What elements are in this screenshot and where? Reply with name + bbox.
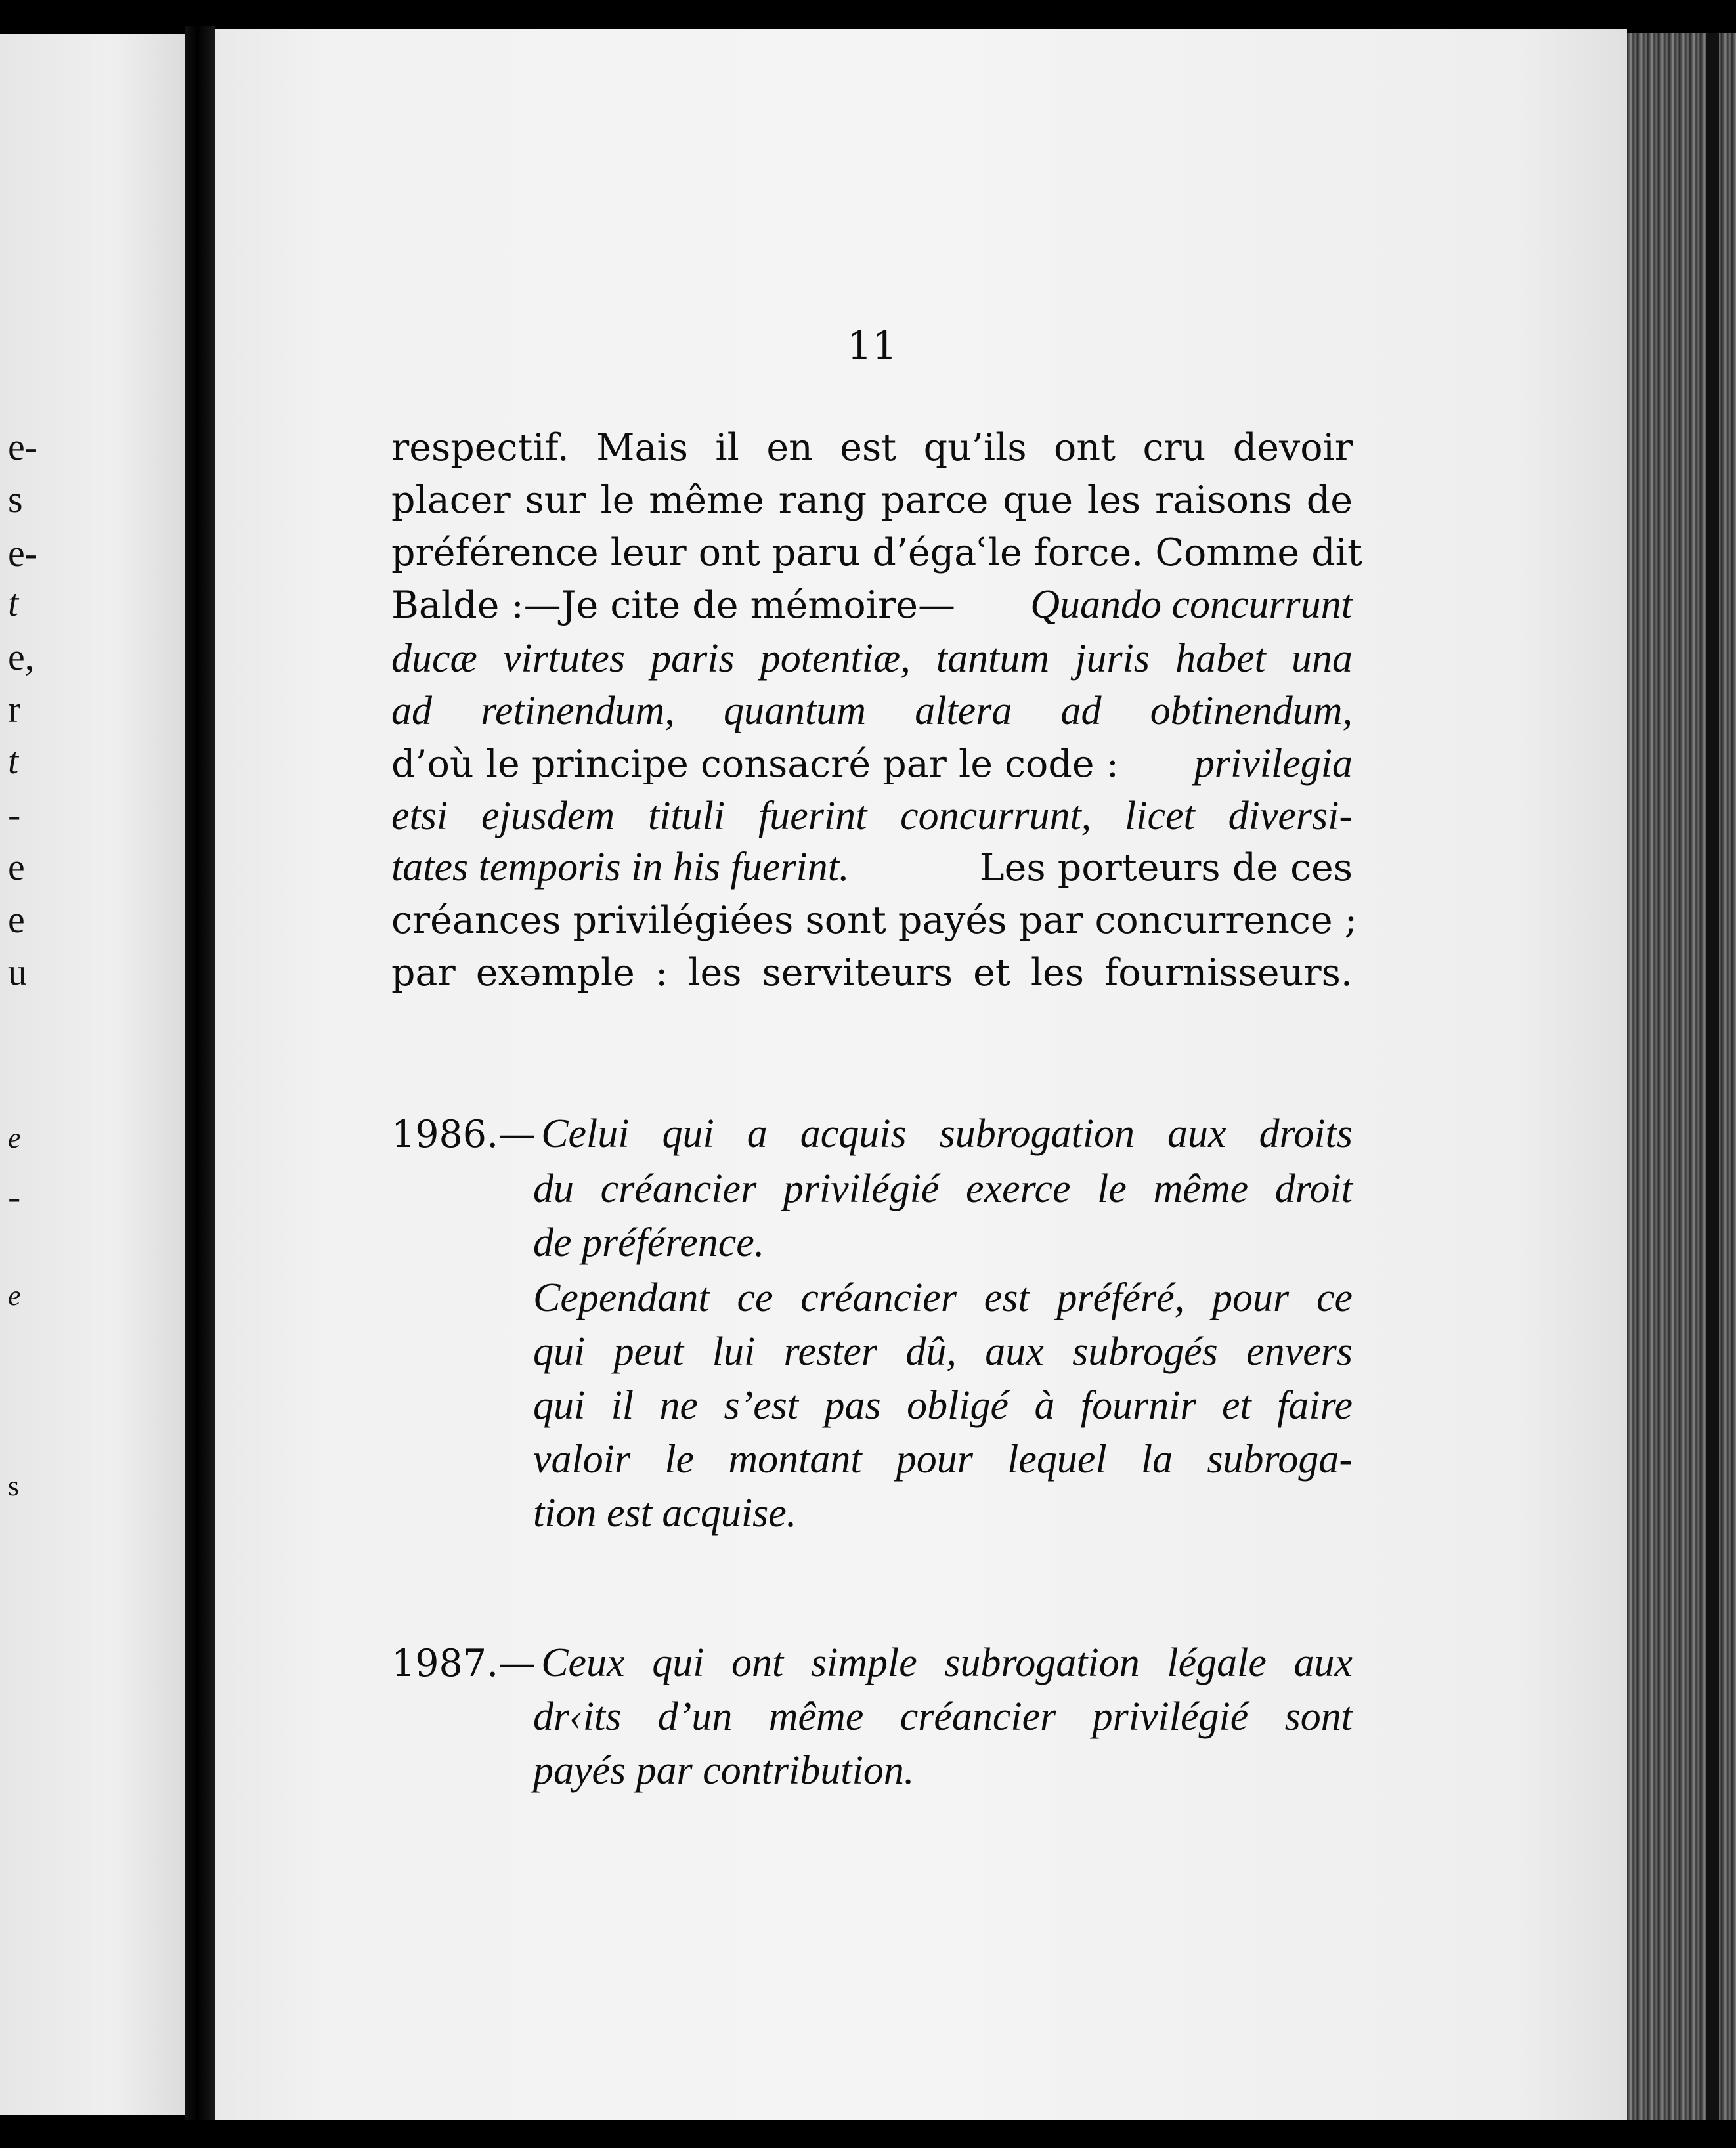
commentary-text: d’où le principe consacré par le code :	[391, 742, 1119, 786]
commentary-line	[391, 741, 1353, 786]
page-edges	[1627, 33, 1736, 2120]
left-page-fragment: s	[8, 1470, 20, 1502]
left-page-fragment: u	[8, 951, 27, 993]
article-1987-line: dr‹its d’un même créancier privilégié sont	[533, 1694, 1353, 1739]
article-1986-line: Cependant ce créancier est préféré, pour ce	[533, 1276, 1353, 1320]
page-number: 11	[847, 323, 898, 369]
commentary-line	[391, 582, 1353, 627]
article-number: 1986.—	[391, 1113, 536, 1156]
left-page-fragment: e-	[8, 532, 38, 574]
article-1986-line: tion est acquise.	[533, 1491, 797, 1536]
left-page-fragment: e	[8, 1122, 21, 1154]
article-1986-line: de préférence.	[533, 1220, 765, 1265]
book-gutter	[185, 26, 215, 2120]
left-page-fragment: s	[8, 478, 23, 521]
article-1987-heading	[391, 1641, 1353, 1685]
latin-quote: tates temporis in his fuerint.	[391, 845, 850, 890]
commentary-line: créances privilégiées sont payés par concurrence ;	[391, 899, 1357, 942]
commentary-line: placer sur le même rang parce que les raisons de	[391, 479, 1353, 522]
article-1986-line: qui peut lui rester dû, aux subrogés envers	[533, 1329, 1353, 1374]
commentary-line: préférence leur ont paru d’égaʿle force. Comme dit	[391, 531, 1362, 574]
commentary-text: Balde :—Je cite de mémoire—	[391, 584, 955, 627]
left-page-fragment: e	[8, 846, 25, 888]
left-page-fragment: e-	[8, 425, 38, 468]
left-page-fragment: e	[8, 898, 25, 941]
latin-quote-line: ad retinendum, quantum altera ad obtinendum,	[391, 689, 1353, 733]
left-page-fragment: e	[8, 1279, 21, 1312]
latin-quote-line: ducæ virtutes paris potentiæ, tantum juris habet una	[391, 636, 1353, 681]
article-1987-line: payés par contribution.	[533, 1748, 915, 1793]
left-page-fragment: -	[8, 1175, 21, 1218]
left-page-fragment: e,	[8, 635, 35, 678]
latin-quote-line: etsi ejusdem tituli fuerint concurrunt, licet diversi-	[391, 794, 1353, 838]
article-text: Celui qui a acquis subrogation aux droits	[541, 1111, 1353, 1156]
commentary-line: respectif. Mais il en est qu’ils ont cru devoir	[391, 426, 1353, 469]
left-page-fragment: r	[8, 688, 21, 731]
left-page-fragment: t	[8, 739, 19, 782]
article-1986-line: du créancier privilégié exerce le même droit	[533, 1167, 1353, 1211]
left-facing-page	[0, 34, 185, 2115]
commentary-line	[391, 845, 1353, 890]
article-1986-line: valoir le montant pour lequel la subroga-	[533, 1437, 1353, 1482]
left-page-fragment: t	[8, 582, 19, 624]
article-1986-line: qui il ne s’est pas obligé à fournir et faire	[533, 1383, 1353, 1428]
left-page-fragment: -	[8, 793, 21, 836]
latin-quote: Quando concurrunt	[1030, 582, 1353, 627]
article-text: Ceux qui ont simple subrogation légale aux	[541, 1641, 1353, 1685]
commentary-line: par exəmple : les serviteurs et les fournisseurs.	[391, 951, 1353, 995]
main-page	[215, 29, 1627, 2120]
latin-quote: privilegia	[1194, 741, 1353, 786]
commentary-text: Les porteurs de ces	[979, 846, 1353, 890]
article-number: 1987.—	[391, 1642, 536, 1685]
article-1986-heading	[391, 1111, 1353, 1156]
